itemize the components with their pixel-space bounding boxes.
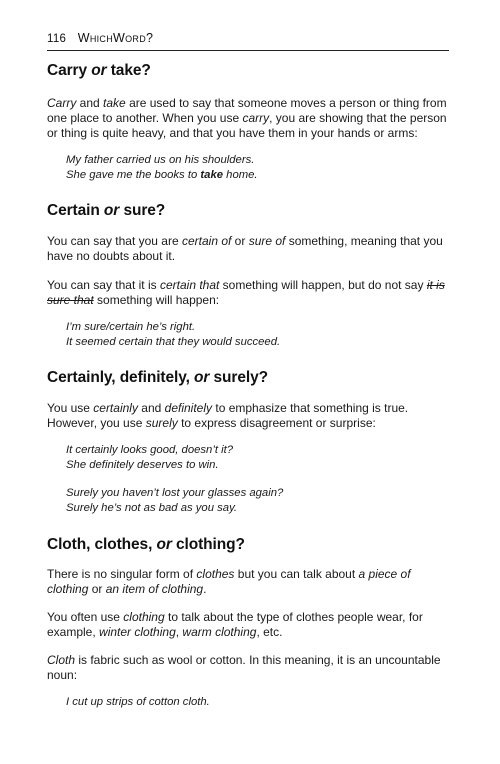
example-sentence: It certainly looks good, doesn’t it? bbox=[66, 444, 234, 456]
entry-paragraph: You use certainly and definitely to emphasize that something is true. However, you use surely to express disagreement or surprise: bbox=[47, 401, 409, 430]
entry-paragraph: You often use clothing to talk about the type of clothes people wear, for example, winter clothing, warm clothing, etc. bbox=[47, 610, 423, 639]
examples-block bbox=[47, 320, 449, 350]
examples-block bbox=[47, 695, 449, 710]
entry-paragraph: Carry and take are used to say that someone moves a person or thing from one place to another. When you use carry, you are showing that the person or thing is quite heavy, and that you have them in your hands or arms: bbox=[47, 96, 447, 140]
example-sentence: She definitely deserves to win. bbox=[66, 459, 219, 471]
examples-block bbox=[47, 443, 449, 473]
example-sentence: My father carried us on his shoulders. bbox=[66, 154, 255, 166]
entry-paragraph: Cloth is fabric such as wool or cotton. In this meaning, it is an uncountable noun: bbox=[47, 653, 441, 682]
entry-carry-or-take bbox=[47, 62, 449, 183]
header-rule bbox=[47, 50, 449, 51]
example-sentence: I’m sure/certain he’s right. bbox=[66, 321, 196, 333]
example-sentence: She gave me the books to take home. bbox=[66, 169, 258, 181]
example-sentence: Surely he’s not as bad as you say. bbox=[66, 502, 238, 514]
entry-heading: Certainly, definitely, or surely? bbox=[47, 369, 268, 386]
entry-paragraph: You can say that it is certain that something will happen, but do not say it is sure that something will happen: bbox=[47, 278, 445, 307]
entry-paragraph: You can say that you are certain of or sure of something, meaning that you have no doubts about it. bbox=[47, 234, 443, 263]
entry-paragraph: There is no singular form of clothes but you can talk about a piece of clothing or an item of clothing. bbox=[47, 567, 411, 596]
example-sentence: It seemed certain that they would succeed. bbox=[66, 336, 281, 348]
entry-heading: Carry or take? bbox=[47, 62, 151, 79]
examples-block bbox=[47, 153, 449, 183]
entry-heading: Cloth, clothes, or clothing? bbox=[47, 536, 245, 553]
example-sentence: I cut up strips of cotton cloth. bbox=[66, 696, 210, 708]
entry-heading: Certain or sure? bbox=[47, 202, 166, 219]
running-title: WhichWord? bbox=[77, 31, 154, 45]
examples-block bbox=[47, 486, 449, 516]
entry-certainly-definitely-surely bbox=[47, 369, 449, 516]
example-sentence: Surely you haven’t lost your glasses again? bbox=[66, 487, 284, 499]
entry-cloth-clothes-clothing bbox=[47, 536, 449, 710]
page-number: 116 bbox=[47, 33, 67, 45]
entry-certain-or-sure bbox=[47, 202, 449, 350]
running-head bbox=[47, 31, 449, 45]
